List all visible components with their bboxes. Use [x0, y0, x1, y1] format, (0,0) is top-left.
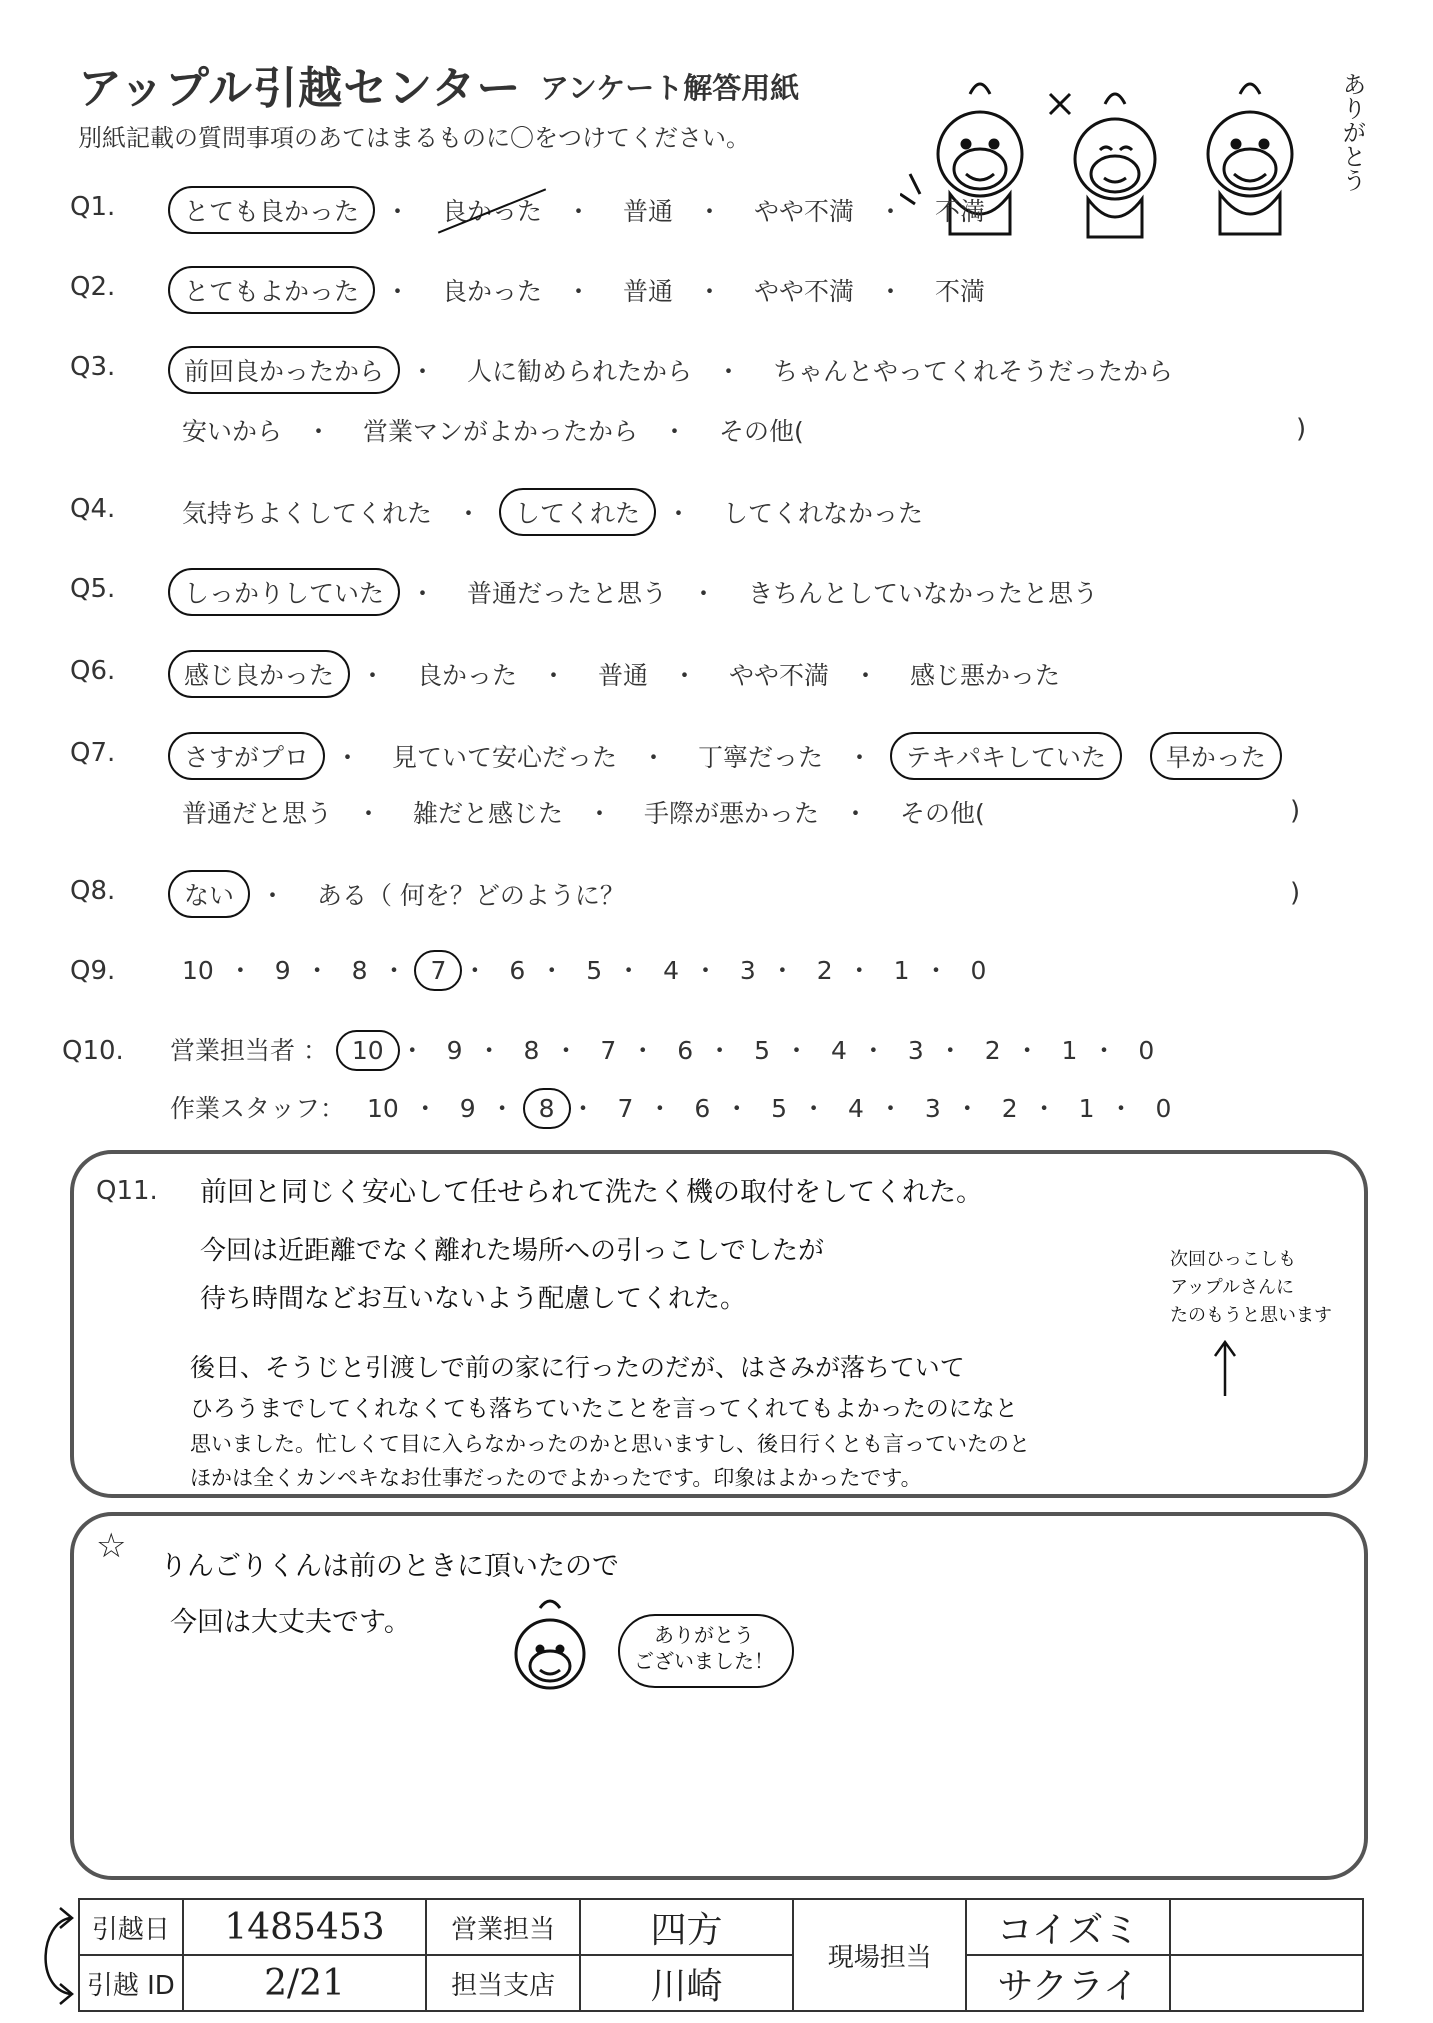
q2-label: Q2. — [70, 272, 116, 302]
q5-label: Q5. — [70, 574, 116, 604]
q10-sales-label: 営業担当者 ： — [170, 1036, 328, 1065]
q1-option-5[interactable]: 不満 — [934, 197, 985, 226]
mascot-caption: ありがとう — [1338, 72, 1366, 192]
q8-option-1[interactable]: ない — [168, 870, 250, 918]
q9-label: Q9. — [70, 956, 116, 986]
loop-arrow-icon — [30, 1898, 80, 2018]
q11-side-note-line-3: たのもうと思います — [1170, 1305, 1332, 1326]
q3-options: 前回良かったから ・ 人に勧められたから ・ ちゃんとやってくれそうだったから — [168, 346, 1187, 394]
q11-line-7: ほかは全くカンペキなお仕事だったのでよかったです。印象はよかったです。 — [190, 1466, 922, 1490]
sales-staff-label: 営業担当 — [426, 1899, 579, 1955]
q10-sales-score-10[interactable]: 10 — [336, 1030, 400, 1071]
move-info-table — [78, 1898, 1364, 2012]
q10-sales-score-5[interactable]: 5 — [754, 1036, 771, 1065]
q10-label: Q10. — [62, 1036, 124, 1066]
q3-label: Q3. — [70, 352, 116, 382]
q11-line-2: 今回は近距離でなく離れた場所への引っこしでしたが — [200, 1236, 825, 1266]
q6-option-3[interactable]: 普通 — [597, 661, 648, 690]
sales-staff-value[interactable]: 四方 — [580, 1899, 793, 1955]
q7-option-8[interactable]: 手際が悪かった — [643, 799, 819, 828]
q3-option-2[interactable]: 人に勧められたから — [466, 357, 692, 386]
form-subtitle: アンケート解答用紙 — [540, 71, 800, 105]
q9-score-9[interactable]: 9 — [274, 956, 291, 985]
q4-option-2[interactable]: してくれた — [499, 488, 656, 536]
q10-staff-score-3[interactable]: 3 — [924, 1094, 941, 1123]
arrow-up-icon — [1210, 1338, 1240, 1398]
q10-staff-label: 作業スタッフ： — [170, 1094, 346, 1123]
q6-option-1[interactable]: 感じ良かった — [168, 650, 350, 698]
q10-sales-scale: 営業担当者 ： 10 ・ 9 ・ 8 ・ 7 ・ 6 ・ 5 ・ 4 ・ 3 ・ 2 ・ 1 ・ 0 — [170, 1030, 1168, 1071]
q10-sales-score-9[interactable]: 9 — [446, 1036, 463, 1065]
q10-staff-score-8[interactable]: 8 — [523, 1088, 571, 1129]
q8-options: ない ・ ある（ 何を？どのように？ — [168, 870, 639, 918]
move-date-label: 引越日 — [79, 1899, 183, 1955]
move-id-label: 引越 ID — [79, 1955, 183, 2011]
q7-option-4[interactable]: テキパキしていた — [890, 732, 1122, 780]
q5-option-2[interactable]: 普通だったと思う — [466, 579, 667, 608]
q10-sales-score-7[interactable]: 7 — [600, 1036, 617, 1065]
q7-option-3[interactable]: 丁寧だった — [697, 743, 823, 772]
q7-option-6[interactable]: 普通だと思う — [182, 799, 333, 828]
q6-option-4[interactable]: やや不満 — [728, 661, 829, 690]
q6-option-5[interactable]: 感じ悪かった — [909, 661, 1060, 690]
q1-option-3[interactable]: 普通 — [622, 197, 673, 226]
q1-option-2[interactable]: 良かった — [428, 188, 556, 232]
branch-label: 担当支店 — [426, 1955, 579, 2011]
q11-line-4: 後日、そうじと引渡しで前の家に行ったのだが、はさみが落ちていて — [190, 1353, 965, 1382]
q3-option-other[interactable]: その他( — [718, 417, 804, 446]
q1-option-4[interactable]: やや不満 — [753, 197, 854, 226]
q7-options: さすがプロ ・ 見ていて安心だった ・ 丁寧だった ・ テキパキしていた 早かった — [168, 732, 1282, 780]
branch-value[interactable]: 川崎 — [580, 1955, 793, 2011]
q9-scale: 10 ・ 9 ・ 8 ・ 7 ・ 6 ・ 5 ・ 4 ・ 3 ・ 2 ・ 1 ・ 0 — [168, 950, 1000, 991]
q7-label: Q7. — [70, 738, 116, 768]
q10-staff-score-0[interactable]: 0 — [1155, 1094, 1172, 1123]
q3-option-4[interactable]: 安いから — [182, 417, 283, 446]
q7-option-2[interactable]: 見ていて安心だった — [391, 743, 617, 772]
q11-line-6: 思いました。忙しくて目に入らなかったのかと思いますし、後日行くとも言っていたのと — [190, 1432, 1030, 1456]
q2-option-3[interactable]: 普通 — [622, 277, 673, 306]
q2-option-4[interactable]: やや不満 — [753, 277, 854, 306]
q9-score-6[interactable]: 6 — [509, 956, 526, 985]
q10-staff-score-1[interactable]: 1 — [1078, 1094, 1095, 1123]
form-instruction: 別紙記載の質問事項のあてはまるものに〇をつけてください。 — [78, 124, 750, 152]
q11-side-note — [1170, 1246, 1332, 1330]
q9-score-7[interactable]: 7 — [414, 950, 462, 991]
extra-cell-2[interactable] — [1170, 1955, 1363, 2011]
q8-label: Q8. — [70, 876, 116, 906]
q10-staff-score-4[interactable]: 4 — [848, 1094, 864, 1123]
q10-sales-score-8[interactable]: 8 — [523, 1036, 540, 1065]
extra-cell-1[interactable] — [1170, 1899, 1363, 1955]
site-staff-value-1[interactable]: コイズミ — [966, 1899, 1169, 1955]
q10-sales-score-0[interactable]: 0 — [1138, 1036, 1155, 1065]
q2-option-2[interactable]: 良かった — [441, 277, 542, 306]
q2-option-1[interactable]: とてもよかった — [168, 266, 375, 314]
speech-bubble-line-2: ございました！ — [634, 1649, 774, 1673]
q9-score-5[interactable]: 5 — [586, 956, 603, 985]
q8-option-2[interactable]: ある（ 何を？どのように？ — [316, 881, 625, 910]
q3-options-row2: 安いから ・ 営業マンがよかったから ・ その他( — [168, 408, 818, 452]
move-date-value[interactable]: 1485453 — [183, 1899, 427, 1955]
q10-staff-score-10[interactable]: 10 — [366, 1094, 399, 1123]
q4-label: Q4. — [70, 494, 116, 524]
q6-label: Q6. — [70, 656, 116, 686]
q9-score-0[interactable]: 0 — [970, 956, 987, 985]
speech-bubble-text — [634, 1622, 774, 1674]
move-id-value[interactable]: 2/21 — [183, 1955, 427, 2011]
q1-option-1[interactable]: とても良かった — [168, 186, 375, 234]
q3-option-3[interactable]: ちゃんとやってくれそうだったから — [772, 357, 1173, 386]
q11-side-note-line-2: アップルさんに — [1170, 1277, 1295, 1298]
q11-line-1: 前回と同じく安心して任せられて洗たく機の取付をしてくれた。 — [200, 1177, 983, 1208]
q8-close-paren: ) — [1290, 878, 1301, 908]
q1-label: Q1. — [70, 192, 116, 222]
form-title: アップル引越センター — [78, 63, 522, 114]
mascot-doodle-icon — [500, 1594, 600, 1704]
q7-option-other[interactable]: その他( — [899, 799, 985, 828]
q9-score-3[interactable]: 3 — [739, 956, 756, 985]
q9-score-8[interactable]: 8 — [351, 956, 368, 985]
q10-staff-scale: 作業スタッフ： 10 ・ 9 ・ 8 ・ 7 ・ 6 ・ 5 ・ 4 ・ 3 ・ 2 ・ 1 ・ 0 — [170, 1088, 1185, 1129]
q10-sales-score-6[interactable]: 6 — [677, 1036, 694, 1065]
q10-sales-score-4[interactable]: 4 — [830, 1036, 847, 1065]
q10-staff-score-9[interactable]: 9 — [459, 1094, 476, 1123]
q5-option-1[interactable]: しっかりしていた — [168, 568, 400, 616]
q5-option-3[interactable]: きちんとしていなかったと思う — [747, 579, 1098, 608]
speech-bubble-line-1: ありがとう — [654, 1623, 754, 1647]
star-comment-line-2: 今回は大丈夫です。 — [170, 1607, 411, 1638]
q10-sales-score-3[interactable]: 3 — [907, 1036, 924, 1065]
q3-option-1[interactable]: 前回良かったから — [168, 346, 400, 394]
q2-option-5[interactable]: 不満 — [934, 277, 985, 306]
q10-staff-score-2[interactable]: 2 — [1001, 1094, 1018, 1123]
q6-options: 感じ良かった ・ 良かった ・ 普通 ・ やや不満 ・ 感じ悪かった — [168, 650, 1074, 698]
q5-options: しっかりしていた ・ 普通だったと思う ・ きちんとしていなかったと思う — [168, 568, 1112, 616]
q11-side-note-line-1: 次回ひっこしも — [1170, 1249, 1296, 1270]
q11-line-3: 待ち時間などお互いないよう配慮してくれた。 — [200, 1284, 747, 1314]
q9-score-1[interactable]: 1 — [893, 956, 910, 985]
q4-option-3[interactable]: してくれなかった — [722, 499, 923, 528]
q9-score-10[interactable]: 10 — [182, 956, 214, 985]
q10-staff-score-7[interactable]: 7 — [617, 1094, 634, 1123]
q7-option-5[interactable]: 早かった — [1150, 732, 1282, 780]
q6-option-2[interactable]: 良かった — [416, 661, 517, 690]
q9-score-2[interactable]: 2 — [816, 956, 833, 985]
q7-option-1[interactable]: さすがプロ — [168, 732, 325, 780]
q11-label: Q11. — [96, 1176, 158, 1206]
q1-options: とても良かった ・ 良かった ・ 普通 ・ やや不満 ・ 不満 — [168, 186, 999, 234]
q2-options: とてもよかった ・ 良かった ・ 普通 ・ やや不満 ・ 不満 — [168, 266, 999, 314]
q7-close-paren: ) — [1290, 796, 1301, 826]
q3-close-paren: ) — [1296, 414, 1307, 444]
q7-options-row2: 普通だと思う ・ 雑だと感じた ・ 手際が悪かった ・ その他( — [168, 790, 999, 834]
star-comment-line-1: りんごりくんは前のときに頂いたので — [160, 1551, 619, 1582]
q10-sales-score-2[interactable]: 2 — [984, 1036, 1001, 1065]
q10-staff-score-5[interactable]: 5 — [771, 1094, 788, 1123]
site-staff-value-2[interactable]: サクライ — [966, 1955, 1169, 2011]
q4-options: 気持ちよくしてくれた ・ してくれた ・ してくれなかった — [168, 488, 937, 536]
q9-score-4[interactable]: 4 — [663, 956, 679, 985]
q3-option-5[interactable]: 営業マンがよかったから — [362, 417, 638, 446]
q10-staff-score-6[interactable]: 6 — [694, 1094, 711, 1123]
q7-option-7[interactable]: 雑だと感じた — [412, 799, 563, 828]
star-icon: ☆ — [96, 1526, 127, 1566]
site-staff-label: 現場担当 — [793, 1899, 966, 2011]
q4-option-1[interactable]: 気持ちよくしてくれた — [182, 499, 433, 528]
q11-line-5: ひろうまでしてくれなくても落ちていたことを言ってくれてもよかったのになと — [190, 1396, 1018, 1422]
q10-sales-score-1[interactable]: 1 — [1061, 1036, 1078, 1065]
